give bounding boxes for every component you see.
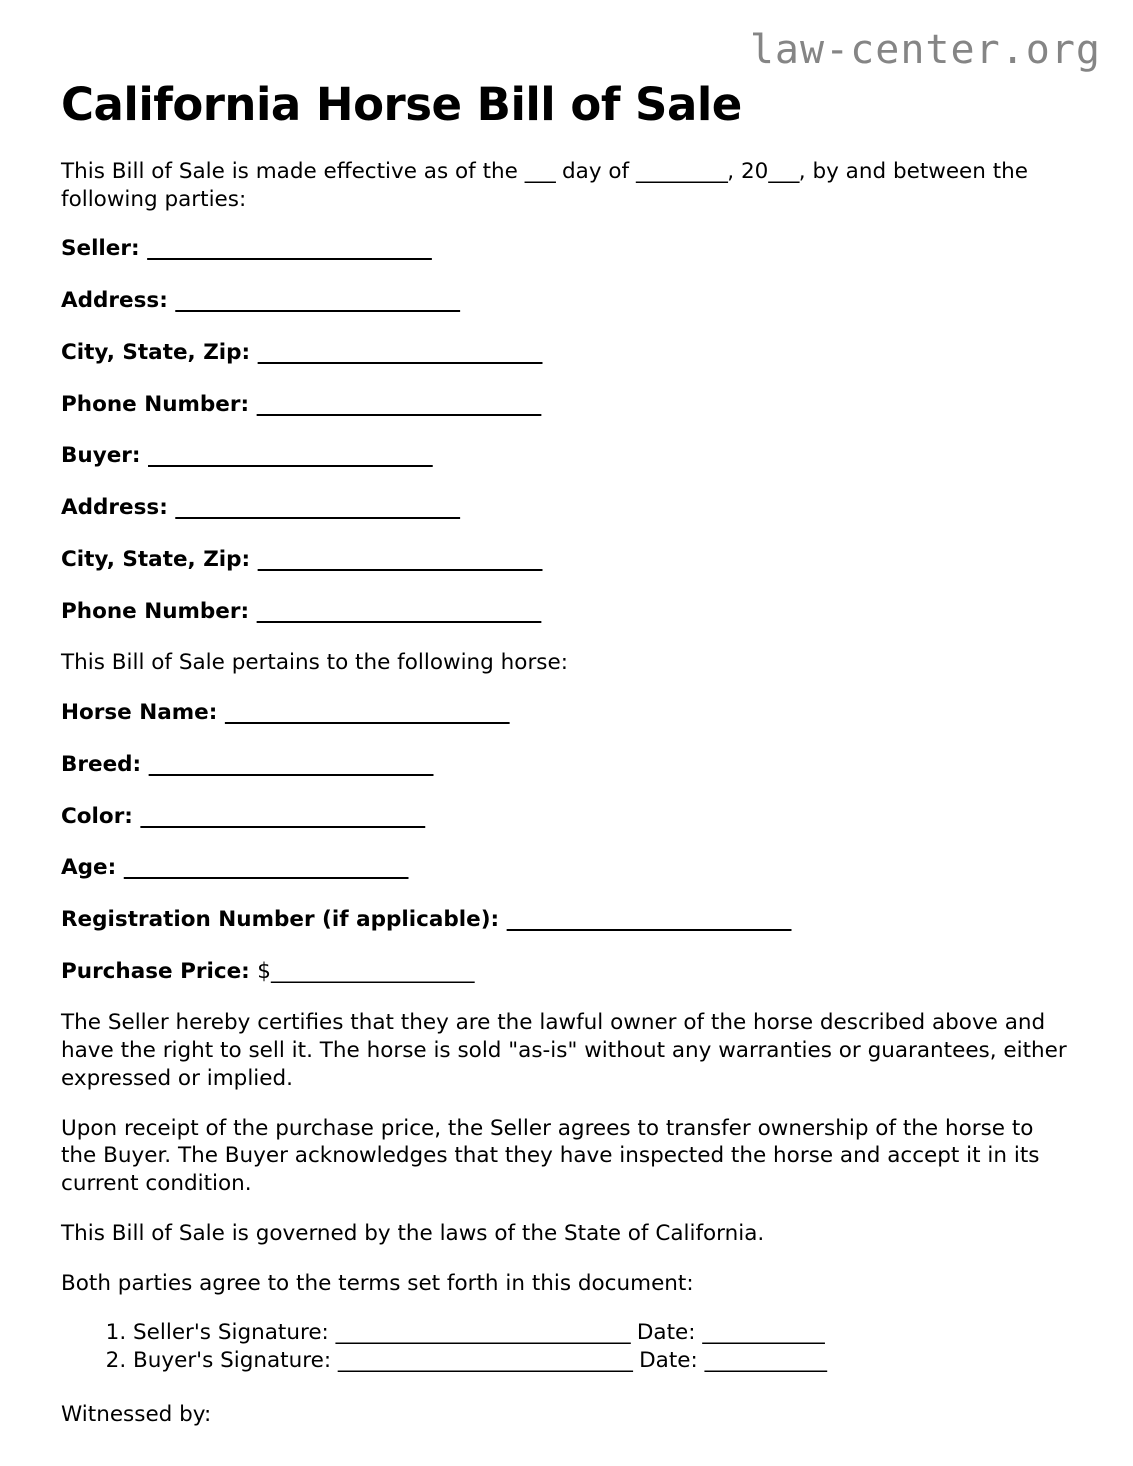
field-age-label: Age: (61, 855, 117, 881)
field-seller-phone-label: Phone Number: (61, 391, 250, 417)
field-registration-number-label: Registration Number (if applicable): (61, 907, 500, 933)
field-seller-city-state-zip (61, 339, 1073, 367)
field-purchase-price-label: Purchase Price: (61, 958, 250, 984)
field-purchase-price (61, 958, 1073, 986)
seller-date-label: Date: (636, 1320, 696, 1346)
field-color-label: Color: (61, 803, 133, 829)
currency-symbol: $ (257, 958, 271, 984)
intro-year-blank: ___ (768, 159, 799, 184)
document-body (61, 158, 1073, 1451)
list-item-buyer-signature (133, 1347, 1073, 1375)
intro-paragraph (61, 158, 1073, 213)
intro-text-part1: This Bill of Sale is made effective as of the (61, 159, 525, 184)
field-horse-name-rule[interactable]: ____________________________ (224, 700, 510, 726)
transfer-clause: Upon receipt of the purchase price, the Seller agrees to transfer ownership of the horse to the Buyer. The Buyer acknowledges that they have inspected the horse and accept it in its current condition. (61, 1115, 1040, 1197)
field-seller-city-state-zip-label: City, State, Zip: (61, 339, 251, 365)
buyer-signature-rule[interactable]: _____________________________ (337, 1348, 633, 1374)
agreement-clause: Both parties agree to the terms set forth in this document: (61, 1270, 694, 1296)
field-seller-address (61, 287, 1073, 315)
field-buyer (61, 442, 1073, 470)
field-seller-label: Seller: (61, 236, 140, 262)
field-color (61, 803, 1073, 831)
field-horse-name-label: Horse Name: (61, 700, 218, 726)
horse-intro-paragraph: This Bill of Sale pertains to the following horse: (61, 650, 568, 676)
field-buyer-phone-label: Phone Number: (61, 598, 250, 624)
intro-text-part4: , by and between the following parties: (61, 159, 1029, 212)
field-seller-phone-rule[interactable]: ____________________________ (256, 391, 541, 417)
field-breed-label: Breed: (61, 751, 142, 777)
governing-law-clause: This Bill of Sale is governed by the laws of the State of California. (61, 1220, 765, 1246)
field-registration-number-rule[interactable]: ____________________________ (506, 907, 791, 933)
intro-day-blank: ___ (524, 159, 556, 184)
field-seller-rule[interactable]: ____________________________ (147, 236, 432, 262)
buyer-signature-label: Buyer's Signature: (133, 1348, 332, 1374)
field-buyer-rule[interactable]: ____________________________ (148, 443, 433, 469)
field-buyer-address-label: Address: (61, 495, 168, 521)
intro-text-part2: day of (555, 159, 636, 184)
field-seller (61, 235, 1073, 263)
intro-text-part3: , 20 (727, 159, 769, 184)
seller-signature-label: Seller's Signature: (133, 1320, 329, 1346)
field-buyer-phone (61, 598, 1073, 626)
warranty-clause: The Seller hereby certifies that they are the lawful owner of the horse described above and have the right to sell it. The horse is sold "as-is" without any warranties or guarantees, either expressed or implied. (61, 1010, 1067, 1091)
intro-month-blank: _________ (635, 159, 728, 184)
list-item-seller-signature (133, 1319, 1073, 1347)
field-buyer-city-state-zip-rule[interactable]: ____________________________ (257, 546, 542, 572)
field-age (61, 854, 1073, 882)
field-breed-rule[interactable]: ____________________________ (148, 751, 433, 777)
signature-list (61, 1319, 1073, 1375)
field-purchase-price-rule[interactable]: ____________________ (270, 958, 474, 984)
field-registration-number (61, 906, 1073, 934)
field-buyer-city-state-zip (61, 546, 1073, 574)
field-seller-phone (61, 391, 1073, 419)
field-color-rule[interactable]: ____________________________ (140, 803, 425, 829)
field-buyer-city-state-zip-label: City, State, Zip: (61, 546, 251, 572)
witness-label: Witnessed by: (61, 1402, 212, 1428)
field-seller-address-label: Address: (61, 288, 168, 314)
site-watermark: law-center.org (749, 27, 1101, 73)
field-seller-address-rule[interactable]: ____________________________ (175, 288, 460, 314)
buyer-date-rule[interactable]: ____________ (704, 1348, 827, 1374)
field-buyer-address-rule[interactable]: ____________________________ (175, 495, 460, 521)
page-title: California Horse Bill of Sale (61, 78, 742, 131)
field-buyer-phone-rule[interactable]: ____________________________ (256, 598, 541, 624)
field-horse-name (61, 699, 1073, 727)
field-seller-city-state-zip-rule[interactable]: ____________________________ (257, 339, 542, 365)
field-buyer-label: Buyer: (61, 443, 141, 469)
field-buyer-address (61, 494, 1073, 522)
seller-signature-rule[interactable]: _____________________________ (335, 1320, 631, 1346)
field-age-rule[interactable]: ____________________________ (123, 855, 408, 881)
field-breed (61, 751, 1073, 779)
buyer-date-label: Date: (639, 1348, 698, 1374)
seller-date-rule[interactable]: ____________ (702, 1320, 825, 1346)
